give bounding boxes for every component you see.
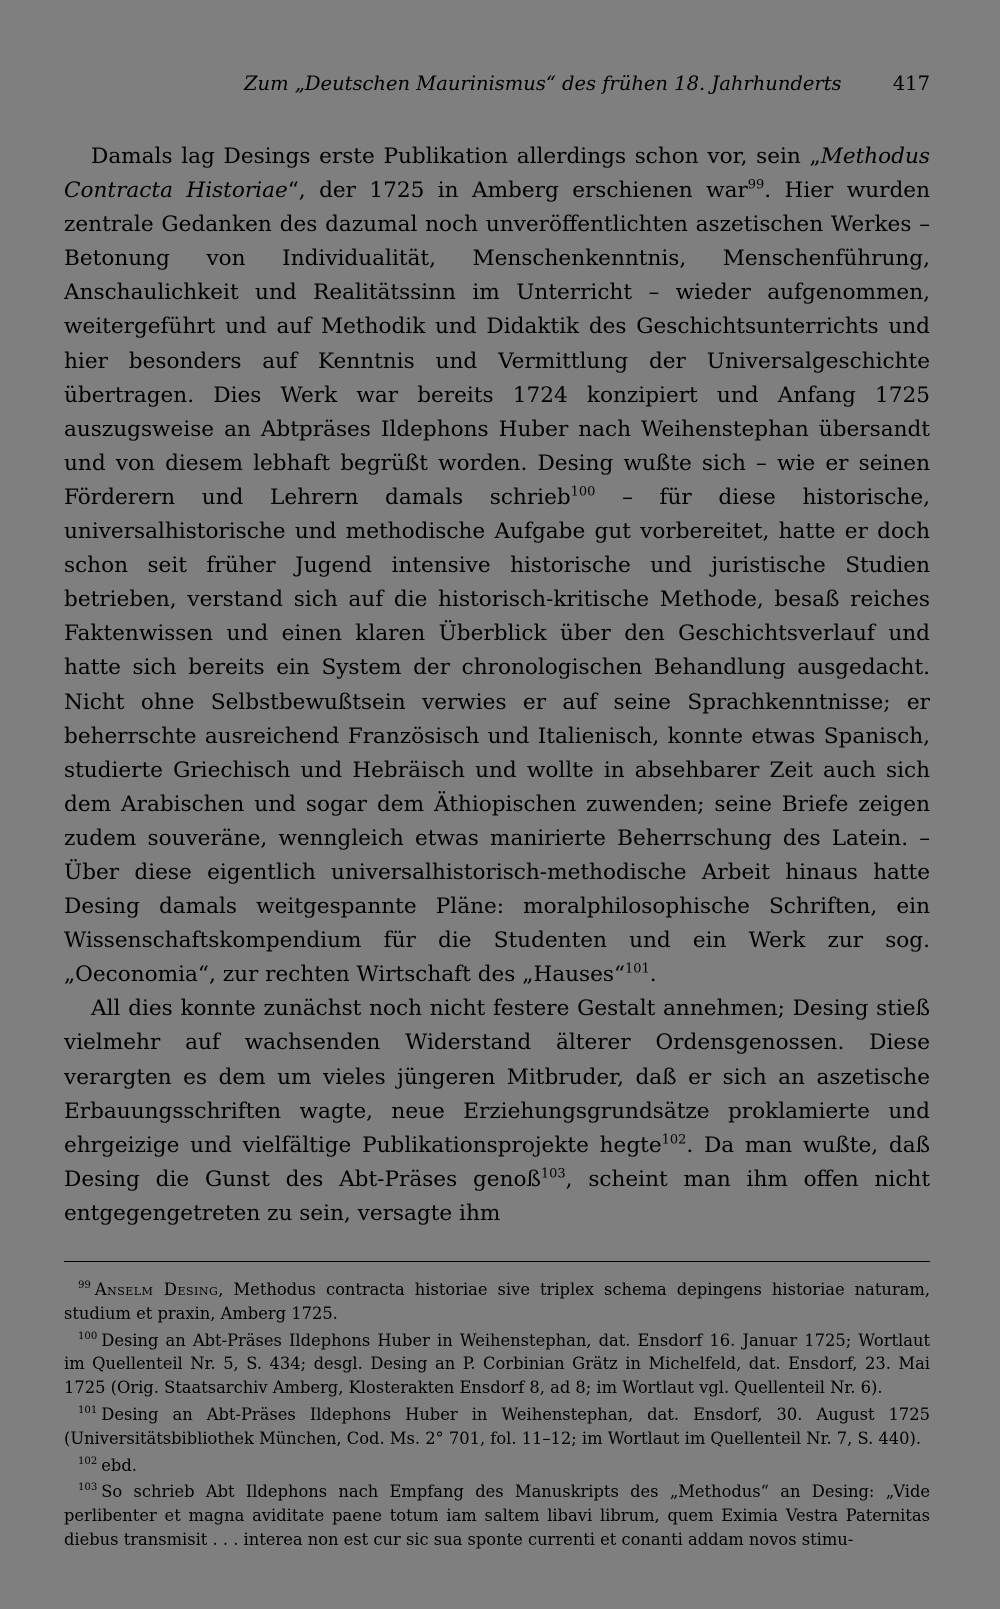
text-run: . Da man wußte, daß Desing die Gunst des Abt-Präses genoß <box>64 1132 930 1192</box>
paragraph-1 <box>64 140 930 992</box>
footnote-100 <box>64 1329 930 1400</box>
footnote-text: Desing an Abt-Präses Ildephons Huber in Weihenstephan, dat. Ensdorf, 30. August 1725 (Universitätsbibliothek München, Cod. Ms. 2° 701, fol. 11–12; im Wortlaut im Quellenteil Nr. 7, S. 440). <box>64 1404 930 1448</box>
footnote-ref-101[interactable]: 101 <box>625 961 650 977</box>
text-run: Damals lag Desings erste Publikation allerdings schon vor, sein „ <box>91 144 821 169</box>
footnote-ref-100[interactable]: 100 <box>570 484 596 500</box>
text-run: – für diese historische, universalhistorische und methodische Aufgabe gut vorbereitet, hatte er doch schon seit früher Jugend intensive historische und juristische Studien betrieben, verstand sich auf die historisch-kritische Methode, besaß reiches Faktenwissen und einen klaren Überblick über den Geschichtsverlauf und hatte sich bereits ein System der chronologischen Behandlung ausgedacht. Nicht ohne Selbstbewußtsein verwies er auf seine Sprachkenntnisse; er beherrschte ausreichend Französisch und Italienisch, konnte etwas Spanisch, studierte Griechisch und Hebräisch und wollte in absehbarer Zeit auch sich dem Arabischen und sogar dem Äthiopischen zuwenden; seine Briefe zeigen zudem souveräne, wenngleich etwas manirierte Beherrschung des Latein. – Über diese eigentlich universalhistorisch-methodische Arbeit hinaus hatte Desing damals weitgespannte Pläne: moralphilosophische Schriften, ein Wissenschaftskompendium für die Studenten und ein Werk zur sog. „Oeconomia“, zur rechten Wirtschaft des „Hauses“ <box>64 484 930 988</box>
footnote-text: Desing an Abt-Präses Ildephons Huber in Weihenstephan, dat. Ensdorf 16. Januar 1725; Wortlaut im Quellenteil Nr. 5, S. 434; desgl. Desing an P. Corbinian Grätz in Michelfeld, dat. Ensdorf, 23. Mai 1725 (Orig. Staatsarchiv Amberg, Klosterakten Ensdorf 8, ad 8; im Wortlaut vgl. Quellenteil Nr. 6). <box>64 1330 930 1398</box>
text-run: , scheint man ihm offen nicht entgegengetreten zu sein, versagte ihm <box>64 1166 931 1226</box>
footnote-text: , Methodus contracta historiae sive triplex schema depingens historiae naturam, studium et praxin, Amberg 1725. <box>64 1280 930 1323</box>
footnote-mark: 100 <box>78 1330 98 1342</box>
text-run: . Hier wurden zentrale Gedanken des dazumal noch unveröffentlichten aszetischen Werkes – Betonung von Individualität, Menschenkenntnis, Menschenführung, Anschaulichkeit und Realitätssinn im Unterricht – wieder aufgenommen, weitergeführt und auf Methodik und Didaktik des Geschichtsunterrichts und hier besonders auf Kenntnis und Vermittlung der Universalgeschichte übertragen. Dies Werk war bereits 1724 konzipiert und Anfang 1725 auszugsweise an Abtpräses Ildephons Huber nach Weihenstephan übersandt und von diesem lebhaft begrüßt worden. Desing wußte sich – wie er seinen Förderern und Lehrern damals schrieb <box>64 178 930 510</box>
text-run: “, der 1725 in Amberg erschienen war <box>287 178 748 204</box>
author-name: Anselm Desing <box>94 1280 219 1299</box>
footnote-text: ebd. <box>101 1455 137 1475</box>
main-text <box>64 140 930 1231</box>
footnote-ref-103[interactable]: 103 <box>540 1166 566 1182</box>
footnote-mark: 101 <box>78 1404 98 1416</box>
text-run: . <box>649 962 657 988</box>
footnote-101 <box>64 1403 930 1451</box>
footnote-103 <box>64 1480 930 1551</box>
book-title: Methodus Contracta Historiae <box>64 144 930 204</box>
footnote-divider <box>64 1261 930 1262</box>
page-number: 417 <box>892 72 930 95</box>
running-head <box>64 72 930 112</box>
footnote-mark: 99 <box>78 1279 91 1291</box>
footnote-mark: 103 <box>78 1482 98 1494</box>
footnote-99 <box>64 1278 930 1326</box>
footnotes <box>64 1278 930 1552</box>
footnote-102 <box>64 1454 930 1478</box>
footnote-mark: 102 <box>78 1455 98 1467</box>
footnote-text: So schrieb Abt Ildephons nach Empfang des Manuskripts des „Methodus“ an Desing: „Vide perlibenter et magna aviditate paene totum iam saltem libavi librum, quem Eximia Vestra Paternitas diebus transmisit . . . interea non est cur sic sua sponte currenti et conanti addam novos stimu- <box>64 1482 930 1549</box>
footnote-ref-102[interactable]: 102 <box>661 1132 687 1148</box>
paragraph-2 <box>64 992 930 1231</box>
book-page <box>64 72 930 1555</box>
text-run: All dies konnte zunächst noch nicht festere Gestalt annehmen; Desing stieß vielmehr auf wachsenden Widerstand älterer Ordensgenossen. Diese verargten es dem um vieles jüngeren Mitbruder, daß er sich an aszetische Erbauungsschriften wagte, neue Erziehungsgrundsätze proklamierte und ehrgeizige und vielfältige Publikationsprojekte hegte <box>64 996 930 1158</box>
footnote-ref-99[interactable]: 99 <box>747 177 765 193</box>
running-title: Zum „Deutschen Maurinismus“ des frühen 18. Jahrhunderts <box>244 72 842 95</box>
